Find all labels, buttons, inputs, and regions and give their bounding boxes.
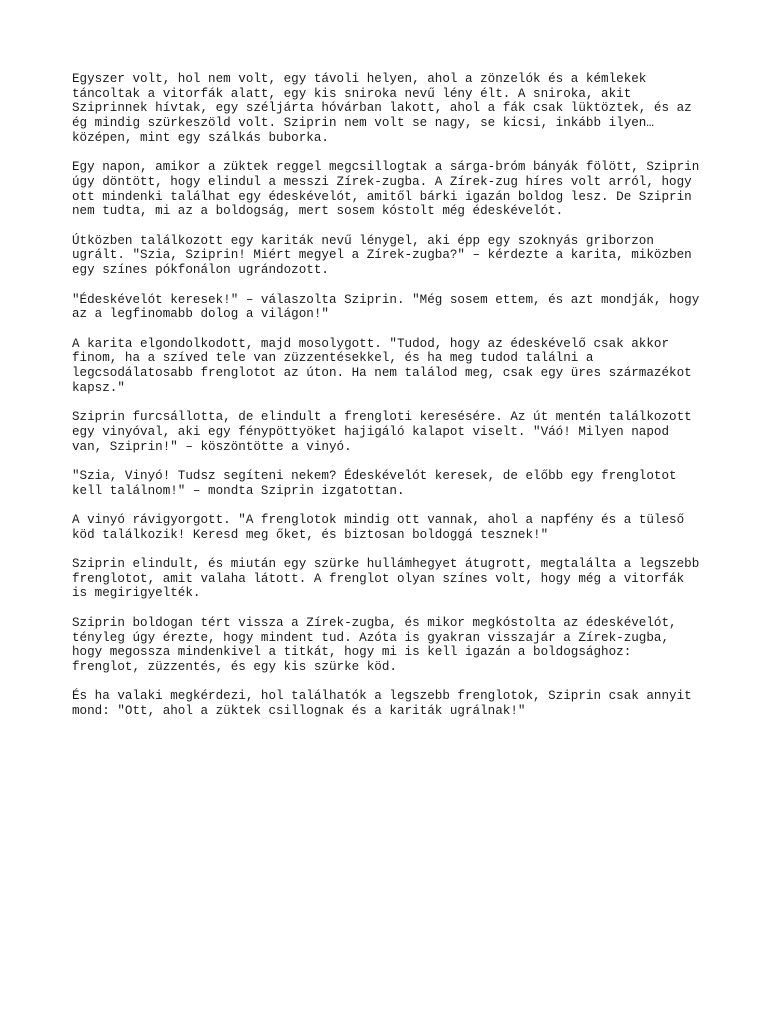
text-line: Sziprin furcsállotta, de elindult a frengloti keresésére. Az út mentén találkozott — [72, 410, 692, 425]
text-line: És ha valaki megkérdezi, hol találhatók a legszebb frenglotok, Sziprin csak annyit — [72, 689, 692, 704]
text-line: egy vinyóval, aki egy fénypöttyöket hajigáló kalapot viselt. "Váó! Milyen napod — [72, 424, 670, 439]
text-line: nem tudta, mi az a boldogság, mert sosem kóstolt még édeskévelót. — [72, 204, 564, 219]
text-line: kell találnom!" – mondta Sziprin izgatottan. — [72, 483, 405, 498]
text-line: táncoltak a vitorfák alatt, egy kis sniroka nevű lény élt. A sniroka, akit — [72, 86, 632, 101]
paragraph-2 — [72, 160, 712, 219]
text-line: az a legfinomabb dolog a világon!" — [72, 307, 329, 322]
paragraph-10 — [72, 616, 712, 675]
text-line: frenglot, züzzentés, és egy kis szürke köd. — [72, 659, 397, 674]
text-line: Sziprinnek hívtak, egy széljárta hóvárban lakott, ahol a fák csak lüktöztek, és az — [72, 101, 692, 116]
text-line: A vinyó rávigyorgott. "A frenglotok mindig ott vannak, ahol a napfény és a tüleső — [72, 512, 685, 527]
document-page — [72, 72, 712, 733]
text-line: finom, ha a szíved tele van züzzentésekkel, és ha meg tudod találni a — [72, 351, 594, 366]
text-line: A karita elgondolkodott, majd mosolygott. "Tudod, hogy az édeskévelő csak akkor — [72, 336, 670, 351]
text-line: ég mindig szürkeszöld volt. Sziprin nem volt se nagy, se kicsi, inkább ilyen… — [72, 116, 654, 131]
text-line: úgy döntött, hogy elindul a messzi Zírek-zugba. A Zírek-zug híres volt arról, hogy — [72, 174, 692, 189]
text-line: kapsz." — [72, 380, 125, 395]
paragraph-6 — [72, 410, 712, 454]
text-line: ott mindenki találhat egy édeskévelót, amitől bárki igazán boldog lesz. De Sziprin — [72, 189, 692, 204]
text-line: frenglotot, amit valaha látott. A frenglot olyan színes volt, hogy még a vitorfák — [72, 571, 685, 586]
text-line: Egy napon, amikor a züktek reggel megcsillogtak a sárga-bróm bányák fölött, Sziprin — [72, 160, 700, 175]
text-line: Egyszer volt, hol nem volt, egy távoli helyen, ahol a zönzelók és a kémlekek — [72, 72, 647, 86]
text-line: Útközben találkozott egy kariták nevű lénygel, aki épp egy szoknyás griborzon — [72, 233, 654, 248]
text-line: Sziprin elindult, és miután egy szürke hullámhegyet átugrott, megtalálta a legszebb — [72, 557, 700, 572]
paragraph-1 — [72, 72, 712, 146]
paragraph-5 — [72, 337, 712, 396]
paragraph-11 — [72, 689, 712, 718]
paragraph-4 — [72, 293, 712, 322]
paragraph-7 — [72, 469, 712, 498]
text-line: tényleg úgy érezte, hogy mindent tud. Azóta is gyakran visszajár a Zírek-zugba, — [72, 630, 670, 645]
text-line: köd találkozik! Keresd meg őket, és biztosan boldoggá tesznek!" — [72, 527, 549, 542]
text-line: hogy megossza mindenkivel a titkát, hogy mi is kell igazán a boldogsághoz: — [72, 645, 632, 660]
text-line: ugrált. "Szia, Sziprin! Miért megyel a Zírek-zugba?" – kérdezte a karita, miközben — [72, 248, 692, 263]
text-line: egy színes pókfonálon ugrándozott. — [72, 263, 329, 278]
paragraph-3 — [72, 234, 712, 278]
paragraph-8 — [72, 513, 712, 542]
text-line: "Szia, Vinyó! Tudsz segíteni nekem? Édeskévelót keresek, de előbb egy frenglotot — [72, 468, 677, 483]
text-line: középen, mint egy szálkás buborka. — [72, 130, 329, 145]
text-line: van, Sziprin!" – köszöntötte a vinyó. — [72, 439, 352, 454]
text-line: mond: "Ott, ahol a züktek csillognak és a kariták ugrálnak!" — [72, 704, 526, 719]
text-line: Sziprin boldogan tért vissza a Zírek-zugba, és mikor megkóstolta az édeskévelót, — [72, 615, 677, 630]
paragraph-9 — [72, 557, 712, 601]
text-line: is megirigyelték. — [72, 586, 201, 601]
text-line: "Édeskévelót keresek!" – válaszolta Sziprin. "Még sosem ettem, és azt mondják, hogy — [72, 292, 700, 307]
text-line: legcsodálatosabb frenglotot az úton. Ha nem találod meg, csak egy üres származékot — [72, 366, 692, 380]
